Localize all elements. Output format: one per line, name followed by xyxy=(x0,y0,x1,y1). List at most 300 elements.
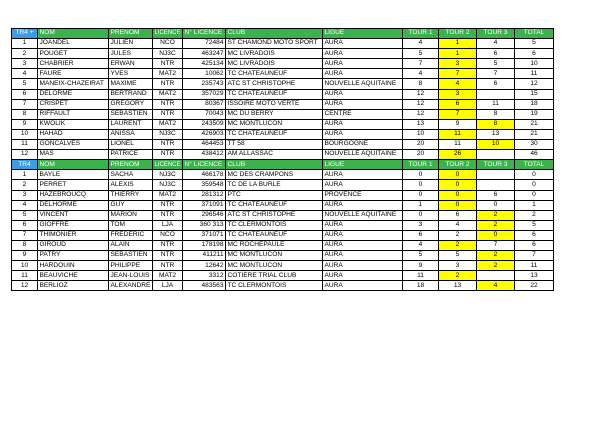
cell-rank: 5 xyxy=(12,210,38,220)
cell-club: TT 58 xyxy=(226,140,323,150)
cell-club: MC MONTLUCON xyxy=(226,119,323,129)
cell-tour-3: 2 xyxy=(477,220,515,230)
cell-nom: VINCENT xyxy=(38,210,109,220)
cell-total: 15 xyxy=(515,89,554,99)
cell-tour-2: 3 xyxy=(439,261,477,271)
cell-ligue: AURA xyxy=(323,281,403,291)
cell-total: 22 xyxy=(515,281,554,291)
cell-tour-1: 18 xyxy=(403,281,439,291)
cell-numero-licence: 72484 xyxy=(183,39,226,49)
cell-tour-3: 5 xyxy=(477,59,515,69)
cell-nom: PATRY xyxy=(38,251,109,261)
cell-tour-2: 4 xyxy=(439,220,477,230)
cell-total: 21 xyxy=(515,119,554,129)
cell-club: ST CHAMOND MOTO SPORT xyxy=(226,39,323,49)
cell-numero-licence: 463247 xyxy=(183,49,226,59)
cell-tour-3: 2 xyxy=(477,261,515,271)
cell-ligue: AURA xyxy=(323,261,403,271)
cell-nom: JOANDEL xyxy=(38,39,109,49)
cell-tour-1: 0 xyxy=(403,170,439,180)
cell-licence: NTR xyxy=(153,150,183,160)
cell-numero-licence: 438412 xyxy=(183,150,226,160)
cell-prenom: LIONEL xyxy=(109,140,153,150)
cell-tour-1: 0 xyxy=(403,190,439,200)
cell-tour-3 xyxy=(477,150,515,160)
header-nom: NOM xyxy=(38,29,109,39)
cell-rank: 4 xyxy=(12,69,38,79)
cell-numero-licence: 360 313 xyxy=(183,220,226,230)
cell-ligue: PROVENCE xyxy=(323,190,403,200)
cell-tour-2: 2 xyxy=(439,240,477,250)
cell-prenom: PHILIPPE xyxy=(109,261,153,271)
cell-tour-2: 11 xyxy=(439,140,477,150)
cell-numero-licence: 411211 xyxy=(183,251,226,261)
cell-numero-licence: 10062 xyxy=(183,69,226,79)
cell-nom: DELHORME xyxy=(38,200,109,210)
header-ligue: LIGUE xyxy=(323,29,403,39)
cell-tour-2: 0 xyxy=(439,190,477,200)
header-numero-licence: N° LICENCE xyxy=(183,29,226,39)
cell-club: TC DE LA BURLE xyxy=(226,180,323,190)
cell-prenom: FREDERIC xyxy=(109,230,153,240)
cell-ligue: AURA xyxy=(323,59,403,69)
cell-tour-2: 5 xyxy=(439,251,477,261)
cell-rank: 4 xyxy=(12,200,38,210)
cell-rank: 3 xyxy=(12,190,38,200)
cell-rank: 6 xyxy=(12,220,38,230)
header-tour-3: TOUR 3 xyxy=(477,29,515,39)
cell-tour-1: 4 xyxy=(403,39,439,49)
table-row xyxy=(12,271,554,281)
table-row xyxy=(12,150,554,160)
cell-total: 0 xyxy=(515,190,554,200)
cell-ligue: AURA xyxy=(323,251,403,261)
table-row xyxy=(12,129,554,139)
cell-numero-licence: 371071 xyxy=(183,230,226,240)
cell-prenom: SACHA xyxy=(109,170,153,180)
cell-licence: MAT2 xyxy=(153,271,183,281)
cell-club: TC CHATEAUNEUF xyxy=(226,200,323,210)
table-row xyxy=(12,69,554,79)
cell-licence: NTR xyxy=(153,59,183,69)
cell-prenom: JULIEN xyxy=(109,39,153,49)
cell-prenom: ALEXIS xyxy=(109,180,153,190)
cell-rank: 3 xyxy=(12,59,38,69)
cell-tour-2: 0 xyxy=(439,200,477,210)
cell-ligue: AURA xyxy=(323,119,403,129)
cell-nom: HAZEBROUCQ xyxy=(38,190,109,200)
header-club: CLUB xyxy=(226,160,323,170)
cell-tour-3: 2 xyxy=(477,251,515,261)
header-tour-3: TOUR 3 xyxy=(477,160,515,170)
cell-ligue: AURA xyxy=(323,240,403,250)
cell-licence: NTR xyxy=(153,240,183,250)
cell-nom: DELORME xyxy=(38,89,109,99)
cell-total: 0 xyxy=(515,170,554,180)
cell-tour-2: 7 xyxy=(439,69,477,79)
cell-prenom: TOM xyxy=(109,220,153,230)
cell-club: AM ALLASSAC xyxy=(226,150,323,160)
header-total: TOTAL xyxy=(515,160,554,170)
cell-total: 1 xyxy=(515,200,554,210)
cell-numero-licence: 357029 xyxy=(183,89,226,99)
cell-tour-2: 13 xyxy=(439,281,477,291)
table-row xyxy=(12,281,554,291)
cell-tour-3: 8 xyxy=(477,109,515,119)
cell-nom: PERRET xyxy=(38,180,109,190)
cell-nom: THIMONIER xyxy=(38,230,109,240)
cell-rank: 11 xyxy=(12,271,38,281)
cell-nom: BAYLE xyxy=(38,170,109,180)
table-row xyxy=(12,240,554,250)
cell-tour-2: 0 xyxy=(439,180,477,190)
cell-club: MC MONTLUCON xyxy=(226,261,323,271)
cell-tour-3: 6 xyxy=(477,49,515,59)
cell-numero-licence: 359548 xyxy=(183,180,226,190)
cell-ligue: AURA xyxy=(323,129,403,139)
header-rank: TR4 xyxy=(12,160,38,170)
cell-licence: NTR xyxy=(153,109,183,119)
header-tour-1: TOUR 1 xyxy=(403,160,439,170)
cell-ligue: AURA xyxy=(323,180,403,190)
table-row xyxy=(12,49,554,59)
cell-licence: MAT2 xyxy=(153,119,183,129)
cell-licence: NCO xyxy=(153,230,183,240)
cell-tour-3 xyxy=(477,89,515,99)
cell-ligue: AURA xyxy=(323,200,403,210)
cell-nom: HAHAD xyxy=(38,129,109,139)
cell-nom: POUGET xyxy=(38,49,109,59)
cell-numero-licence: 70043 xyxy=(183,109,226,119)
cell-club: MC LIVRADOIS xyxy=(226,49,323,59)
cell-rank: 11 xyxy=(12,140,38,150)
cell-tour-1: 5 xyxy=(403,251,439,261)
header-nom: NOM xyxy=(38,160,109,170)
cell-licence: NTR xyxy=(153,99,183,109)
cell-numero-licence: 3312 xyxy=(183,271,226,281)
cell-numero-licence: 178198 xyxy=(183,240,226,250)
cell-ligue: NOUVELLE AQUITAINE xyxy=(323,79,403,89)
cell-licence: NTR xyxy=(153,140,183,150)
table-row xyxy=(12,210,554,220)
cell-prenom: ERWAN xyxy=(109,59,153,69)
cell-rank: 6 xyxy=(12,89,38,99)
cell-club: TC CHATEAUNEUF xyxy=(226,89,323,99)
cell-tour-1: 11 xyxy=(403,271,439,281)
cell-total: 6 xyxy=(515,230,554,240)
header-ligue: LIGUE xyxy=(323,160,403,170)
cell-numero-licence: 464453 xyxy=(183,140,226,150)
table-row xyxy=(12,99,554,109)
cell-tour-3: 11 xyxy=(477,99,515,109)
cell-tour-1: 9 xyxy=(403,261,439,271)
cell-tour-1: 0 xyxy=(403,210,439,220)
cell-total: 18 xyxy=(515,99,554,109)
cell-ligue: CENTRE xyxy=(323,109,403,119)
cell-rank: 7 xyxy=(12,99,38,109)
cell-total: 7 xyxy=(515,251,554,261)
cell-rank: 5 xyxy=(12,79,38,89)
cell-tour-2: 2 xyxy=(439,271,477,281)
cell-numero-licence: 371091 xyxy=(183,200,226,210)
cell-nom: RIFFAULT xyxy=(38,109,109,119)
cell-tour-2: 11 xyxy=(439,129,477,139)
cell-licence: NJ3C xyxy=(153,170,183,180)
header-rank: TR4 + xyxy=(12,29,38,39)
cell-tour-3: 7 xyxy=(477,69,515,79)
table-row xyxy=(12,251,554,261)
cell-total: 6 xyxy=(515,49,554,59)
header-prenom: PRENOM xyxy=(109,29,153,39)
cell-tour-2: 3 xyxy=(439,89,477,99)
cell-club: TC CHATEAUNEUF xyxy=(226,129,323,139)
cell-numero-licence: 12642 xyxy=(183,261,226,271)
cell-licence: NTR xyxy=(153,251,183,261)
cell-ligue: NOUVELLE AQUITAINE xyxy=(323,150,403,160)
table-row xyxy=(12,39,554,49)
cell-prenom: MAXIME xyxy=(109,79,153,89)
cell-club: COTIERE TRIAL CLUB xyxy=(226,271,323,281)
cell-tour-3 xyxy=(477,271,515,281)
cell-nom: GIOFFRE xyxy=(38,220,109,230)
cell-club: TC CHATEAUNEUF xyxy=(226,69,323,79)
cell-rank: 12 xyxy=(12,150,38,160)
header-numero-licence: N° LICENCE xyxy=(183,160,226,170)
cell-tour-3: 2 xyxy=(477,210,515,220)
cell-club: MC ROCHEPAULE xyxy=(226,240,323,250)
cell-tour-2: 0 xyxy=(439,170,477,180)
results-table-body xyxy=(12,29,554,291)
cell-tour-1: 8 xyxy=(403,79,439,89)
cell-tour-3: 13 xyxy=(477,129,515,139)
cell-nom: BERLIOZ xyxy=(38,281,109,291)
cell-rank: 1 xyxy=(12,170,38,180)
cell-nom: CRISPET xyxy=(38,99,109,109)
cell-tour-1: 12 xyxy=(403,99,439,109)
header-licence: LICENCE xyxy=(153,29,183,39)
cell-rank: 2 xyxy=(12,180,38,190)
table-row xyxy=(12,180,554,190)
cell-total: 2 xyxy=(515,210,554,220)
cell-ligue: BOURGOGNE xyxy=(323,140,403,150)
cell-total: 46 xyxy=(515,150,554,160)
cell-total: 5 xyxy=(515,39,554,49)
table-row xyxy=(12,59,554,69)
cell-rank: 7 xyxy=(12,230,38,240)
cell-club: ATC ST CHRISTOPHE xyxy=(226,79,323,89)
cell-tour-3: 6 xyxy=(477,79,515,89)
cell-ligue: AURA xyxy=(323,99,403,109)
cell-rank: 8 xyxy=(12,240,38,250)
cell-nom: MANEIX-CHAZEIRAT xyxy=(38,79,109,89)
cell-tour-1: 7 xyxy=(403,59,439,69)
cell-club: MC LIVRADOIS xyxy=(226,59,323,69)
cell-tour-2: 1 xyxy=(439,49,477,59)
cell-prenom: THIERRY xyxy=(109,190,153,200)
cell-licence: NJ3C xyxy=(153,180,183,190)
cell-rank: 2 xyxy=(12,49,38,59)
cell-total: 30 xyxy=(515,140,554,150)
cell-tour-3: 6 xyxy=(477,190,515,200)
cell-licence: NTR xyxy=(153,79,183,89)
cell-numero-licence: 281312 xyxy=(183,190,226,200)
cell-ligue: AURA xyxy=(323,220,403,230)
table-row xyxy=(12,79,554,89)
cell-licence: LJA xyxy=(153,220,183,230)
cell-tour-1: 5 xyxy=(403,49,439,59)
cell-prenom: PATRICE xyxy=(109,150,153,160)
cell-tour-1: 1 xyxy=(403,200,439,210)
cell-nom: KWOLIK xyxy=(38,119,109,129)
cell-rank: 9 xyxy=(12,251,38,261)
cell-tour-2: 26 xyxy=(439,150,477,160)
cell-total: 21 xyxy=(515,129,554,139)
cell-tour-3: 4 xyxy=(477,39,515,49)
cell-prenom: MARION xyxy=(109,210,153,220)
header-prenom: PRENOM xyxy=(109,160,153,170)
cell-licence: NJ3C xyxy=(153,49,183,59)
table-row xyxy=(12,140,554,150)
cell-tour-2: 9 xyxy=(439,119,477,129)
cell-tour-3: 8 xyxy=(477,119,515,129)
cell-club: MC MONTLUCON xyxy=(226,251,323,261)
cell-prenom: SEBASTIEN xyxy=(109,109,153,119)
table-row xyxy=(12,109,554,119)
cell-nom: MAS xyxy=(38,150,109,160)
table-row xyxy=(12,190,554,200)
cell-numero-licence: 466178 xyxy=(183,170,226,180)
results-table xyxy=(11,28,554,291)
cell-ligue: AURA xyxy=(323,230,403,240)
cell-rank: 8 xyxy=(12,109,38,119)
cell-nom: BEAUVICHE xyxy=(38,271,109,281)
cell-total: 13 xyxy=(515,271,554,281)
cell-prenom: ALEXANDRE xyxy=(109,281,153,291)
cell-licence: LJA xyxy=(153,281,183,291)
cell-prenom: SEBASTIEN xyxy=(109,251,153,261)
cell-club: PTC xyxy=(226,190,323,200)
cell-tour-2: 4 xyxy=(439,79,477,89)
cell-tour-1: 4 xyxy=(403,240,439,250)
cell-tour-1: 12 xyxy=(403,109,439,119)
cell-total: 0 xyxy=(515,180,554,190)
cell-tour-1: 6 xyxy=(403,230,439,240)
cell-rank: 9 xyxy=(12,119,38,129)
cell-numero-licence: 243509 xyxy=(183,119,226,129)
cell-prenom: GREGORY xyxy=(109,99,153,109)
cell-ligue: AURA xyxy=(323,49,403,59)
cell-prenom: JULES xyxy=(109,49,153,59)
table-row xyxy=(12,230,554,240)
cell-tour-2: 3 xyxy=(439,59,477,69)
cell-ligue: AURA xyxy=(323,89,403,99)
cell-licence: MAT2 xyxy=(153,69,183,79)
cell-rank: 10 xyxy=(12,261,38,271)
cell-numero-licence: 483563 xyxy=(183,281,226,291)
cell-tour-2: 6 xyxy=(439,210,477,220)
table-row xyxy=(12,200,554,210)
cell-tour-3 xyxy=(477,170,515,180)
cell-nom: FAURE xyxy=(38,69,109,79)
cell-prenom: YVES xyxy=(109,69,153,79)
cell-nom: CHABRIER xyxy=(38,59,109,69)
header-total: TOTAL xyxy=(515,29,554,39)
header-licence: LICENCE xyxy=(153,160,183,170)
header-club: CLUB xyxy=(226,29,323,39)
header-tour-2: TOUR 2 xyxy=(439,29,477,39)
cell-total: 19 xyxy=(515,109,554,119)
cell-total: 10 xyxy=(515,59,554,69)
cell-club: ISSOIRE MOTO VERTE xyxy=(226,99,323,109)
cell-tour-2: 7 xyxy=(439,109,477,119)
cell-tour-3: 4 xyxy=(477,281,515,291)
table-row xyxy=(12,261,554,271)
section-header-row xyxy=(12,160,554,170)
cell-total: 5 xyxy=(515,220,554,230)
cell-nom: GONCALVES xyxy=(38,140,109,150)
cell-licence: NCO xyxy=(153,39,183,49)
header-tour-1: TOUR 1 xyxy=(403,29,439,39)
cell-club: MC DES CRAMPONS xyxy=(226,170,323,180)
cell-tour-2: 2 xyxy=(439,230,477,240)
cell-tour-1: 3 xyxy=(403,220,439,230)
cell-nom: GIROUD xyxy=(38,240,109,250)
cell-prenom: BERTRAND xyxy=(109,89,153,99)
cell-nom: HARDOUIN xyxy=(38,261,109,271)
cell-club: ATC ST CHRISTOPHE xyxy=(226,210,323,220)
cell-tour-3: 0 xyxy=(477,200,515,210)
cell-tour-2: 6 xyxy=(439,99,477,109)
cell-tour-2: 1 xyxy=(439,39,477,49)
cell-licence: NTR xyxy=(153,261,183,271)
cell-club: TC CLERMONTOIS xyxy=(226,281,323,291)
cell-tour-3 xyxy=(477,180,515,190)
cell-tour-1: 4 xyxy=(403,69,439,79)
cell-licence: NTR xyxy=(153,210,183,220)
cell-tour-1: 0 xyxy=(403,180,439,190)
cell-tour-3: 7 xyxy=(477,240,515,250)
cell-club: TC CHATEAUNEUF xyxy=(226,230,323,240)
cell-club: TC CLERMONTOIS xyxy=(226,220,323,230)
cell-total: 12 xyxy=(515,79,554,89)
cell-ligue: NOUVELLE AQUITAINE xyxy=(323,210,403,220)
cell-ligue: AURA xyxy=(323,170,403,180)
cell-tour-1: 20 xyxy=(403,140,439,150)
cell-prenom: JEAN-LOUIS xyxy=(109,271,153,281)
cell-prenom: LAURENT xyxy=(109,119,153,129)
cell-ligue: AURA xyxy=(323,39,403,49)
cell-ligue: AURA xyxy=(323,69,403,79)
cell-prenom: ALAIN xyxy=(109,240,153,250)
table-row xyxy=(12,220,554,230)
cell-total: 11 xyxy=(515,69,554,79)
cell-prenom: ANISSA xyxy=(109,129,153,139)
cell-numero-licence: 426903 xyxy=(183,129,226,139)
cell-rank: 12 xyxy=(12,281,38,291)
cell-tour-3: 0 xyxy=(477,230,515,240)
cell-licence: MAT2 xyxy=(153,89,183,99)
cell-numero-licence: 80367 xyxy=(183,99,226,109)
cell-prenom: GUY xyxy=(109,200,153,210)
cell-tour-1: 12 xyxy=(403,89,439,99)
cell-tour-3: 10 xyxy=(477,140,515,150)
cell-licence: NJ3C xyxy=(153,129,183,139)
cell-tour-1: 10 xyxy=(403,129,439,139)
cell-licence: MAT2 xyxy=(153,190,183,200)
cell-tour-1: 13 xyxy=(403,119,439,129)
cell-rank: 1 xyxy=(12,39,38,49)
cell-numero-licence: 235743 xyxy=(183,79,226,89)
